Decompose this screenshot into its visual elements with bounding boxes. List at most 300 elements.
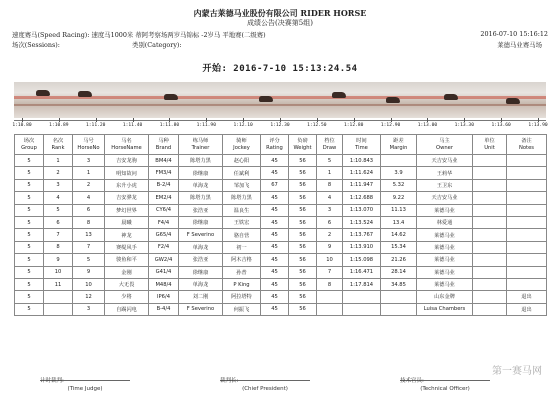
table-cell: [381, 291, 417, 303]
table-cell: [473, 179, 507, 191]
column-header-cn: 名次: [52, 138, 64, 144]
column-header-cn: 距差: [393, 138, 404, 144]
results-table: [14, 134, 547, 316]
table-cell: 天吉安马业: [417, 192, 473, 204]
table-cell: 莱德马业: [417, 229, 473, 241]
table-row: [15, 291, 547, 303]
table-cell: 28.14: [381, 266, 417, 278]
timeline-label: 1:10.89: [49, 123, 69, 128]
table-cell: 1:16.471: [343, 266, 381, 278]
table-cell: 45: [261, 155, 289, 167]
table-cell: 2: [317, 229, 343, 241]
timeline-label: 1:13.30: [454, 123, 474, 128]
table-cell: [473, 155, 507, 167]
table-cell: 5: [15, 254, 44, 266]
table-cell: 东升小虎: [105, 179, 149, 191]
table-cell: 5: [44, 204, 73, 216]
table-cell: [381, 303, 417, 315]
venue-name: 莱德马业赛马场: [497, 41, 542, 49]
column-header-en: Weight: [293, 144, 312, 151]
tech-officer-en: (Technical Officer): [420, 386, 470, 392]
table-cell: 大无畏: [105, 278, 149, 290]
table-cell: 王莉华: [417, 167, 473, 179]
table-cell: [317, 291, 343, 303]
table-cell: 45: [261, 266, 289, 278]
table-cell: 王卫东: [417, 179, 473, 191]
category-label: 类别(Category):: [132, 41, 182, 49]
table-cell: 骏鱼和平: [105, 254, 149, 266]
table-cell: 1:11.624: [343, 167, 381, 179]
table-cell: 7: [317, 266, 343, 278]
table-cell: 4: [73, 192, 105, 204]
table-cell: 56: [289, 167, 317, 179]
table-cell: [473, 278, 507, 290]
table-row: [15, 192, 547, 204]
table-cell: [473, 204, 507, 216]
table-cell: 8: [73, 216, 105, 228]
timeline-tick: [464, 118, 465, 122]
table-cell: IP6/4: [149, 291, 179, 303]
table-cell: 吉安龙驹: [105, 155, 149, 167]
table-cell: 6: [73, 204, 105, 216]
column-header: [149, 135, 179, 155]
start-time: 开始: 2016-7-10 15:13:24.54: [202, 64, 358, 74]
time-judge-en: (Time Judge): [67, 386, 103, 392]
table-cell: 1: [317, 167, 343, 179]
table-cell: 退出: [507, 291, 547, 303]
company-title: 内蒙古莱德马业股份有限公司 RIDER HORSE: [193, 8, 367, 18]
table-header-row: [15, 135, 547, 155]
table-cell: 56: [289, 241, 317, 253]
table-cell: [44, 303, 73, 315]
table-cell: [343, 291, 381, 303]
table-cell: 1: [73, 167, 105, 179]
table-cell: GW2/4: [149, 254, 179, 266]
timeline-label: 1:12.80: [344, 123, 364, 128]
table-cell: 15.34: [381, 241, 417, 253]
table-cell: 莱德马业: [417, 278, 473, 290]
table-cell: 退出: [507, 303, 547, 315]
table-body: [15, 155, 547, 316]
table-cell: 晨曦: [105, 216, 149, 228]
column-header: [289, 135, 317, 155]
sessions-label: 场次(Sessions):: [12, 41, 60, 49]
timeline-label: 1:12.50: [307, 123, 327, 128]
table-row: [15, 266, 547, 278]
timeline-tick: [206, 118, 207, 122]
table-cell: F2/4: [149, 241, 179, 253]
table-cell: 10: [73, 278, 105, 290]
table-cell: 张浩亚: [179, 204, 223, 216]
table-cell: [343, 303, 381, 315]
table-cell: 56: [289, 303, 317, 315]
timeline-label: 1:12.90: [380, 123, 401, 128]
timeline-tick: [59, 118, 60, 122]
table-cell: 3: [317, 204, 343, 216]
column-header-en: HorseNo: [77, 144, 100, 151]
table-cell: 45: [261, 167, 289, 179]
table-cell: F4/4: [149, 216, 179, 228]
table-cell: 1: [44, 155, 73, 167]
column-header: [223, 135, 261, 155]
table-cell: 刘二刚: [179, 291, 223, 303]
table-cell: 5: [15, 241, 44, 253]
column-header: [343, 135, 381, 155]
table-cell: 4: [317, 192, 343, 204]
table-cell: 神龙: [105, 229, 149, 241]
table-row: [15, 241, 547, 253]
table-cell: 7: [44, 229, 73, 241]
table-cell: 21.26: [381, 254, 417, 266]
report-datetime: 2016-07-10 15:16:12: [480, 30, 548, 38]
table-cell: 56: [289, 229, 317, 241]
table-cell: 5.32: [381, 179, 417, 191]
table-cell: 9: [44, 254, 73, 266]
table-cell: 6: [44, 216, 73, 228]
column-header-en: Rank: [51, 144, 65, 151]
table-cell: 8: [44, 241, 73, 253]
table-cell: 5: [317, 155, 343, 167]
table-cell: 赛缇风手: [105, 241, 149, 253]
table-cell: 56: [289, 179, 317, 191]
table-cell: 45: [261, 291, 289, 303]
table-cell: 45: [261, 192, 289, 204]
column-header-cn: 单位: [484, 138, 495, 144]
table-cell: 13: [73, 229, 105, 241]
table-cell: 5: [73, 254, 105, 266]
table-cell: 吉安骅龙: [105, 192, 149, 204]
table-cell: 56: [289, 204, 317, 216]
column-header: [381, 135, 417, 155]
timeline-label: 1:11.40: [122, 123, 143, 128]
table-cell: 5: [15, 167, 44, 179]
table-cell: 1:15.098: [343, 254, 381, 266]
table-cell: 5: [15, 179, 44, 191]
column-header-cn: 马号: [83, 138, 94, 144]
table-cell: 8: [317, 179, 343, 191]
column-header-cn: 骑师: [236, 138, 247, 144]
table-cell: G65/4: [149, 229, 179, 241]
table-cell: 67: [261, 179, 289, 191]
column-header-cn: 马名: [121, 138, 132, 144]
table-cell: 初一: [223, 241, 261, 253]
table-cell: P King: [223, 278, 261, 290]
timeline-label: 1:13.90: [528, 123, 548, 128]
table-row: [15, 303, 547, 315]
table-cell: 赵心阳: [223, 155, 261, 167]
timeline-tick: [243, 118, 244, 122]
chief-president-label: 裁判长:: [220, 378, 239, 384]
table-cell: 张浩亚: [179, 254, 223, 266]
timeline-label: 1:12.30: [270, 123, 290, 128]
timeline-tick: [169, 118, 170, 122]
table-cell: [507, 155, 547, 167]
table-cell: 邹加飞: [223, 179, 261, 191]
table-cell: 单海龙: [179, 241, 223, 253]
table-cell: 莱德马业: [417, 266, 473, 278]
timeline-label: 1:13.00: [417, 123, 438, 128]
table-cell: [473, 229, 507, 241]
table-cell: 3: [73, 155, 105, 167]
column-header-en: Owner: [436, 144, 453, 151]
table-cell: 9: [317, 241, 343, 253]
photo-finish-image: [14, 82, 546, 118]
table-cell: 徐继康: [179, 167, 223, 179]
table-row: [15, 216, 547, 228]
timeline-tick: [317, 118, 318, 122]
table-cell: 9: [73, 266, 105, 278]
table-cell: 56: [289, 254, 317, 266]
column-header: [417, 135, 473, 155]
table-cell: [507, 266, 547, 278]
timeline-label: 1:11.90: [196, 123, 216, 128]
table-cell: 1:13.524: [343, 216, 381, 228]
table-cell: 何振飞: [223, 303, 261, 315]
table-cell: G41/4: [149, 266, 179, 278]
table-cell: [317, 303, 343, 315]
table-cell: [507, 179, 547, 191]
table-cell: 56: [289, 291, 317, 303]
table-cell: 1:12.688: [343, 192, 381, 204]
column-header-en: Jockey: [233, 144, 250, 151]
table-cell: Luisa Chambers: [417, 303, 473, 315]
table-cell: 11: [44, 278, 73, 290]
table-cell: [507, 254, 547, 266]
table-cell: 45: [261, 278, 289, 290]
column-header-en: Group: [21, 144, 37, 151]
table-cell: 单海龙: [179, 179, 223, 191]
table-cell: 任斌利: [223, 167, 261, 179]
table-row: [15, 167, 547, 179]
chief-president-en: (Chief President): [242, 386, 288, 392]
column-header-cn: 档位: [324, 138, 335, 144]
column-header-cn: 评分: [269, 138, 280, 144]
timeline-tick: [538, 118, 539, 122]
table-cell: 骆自营: [223, 229, 261, 241]
table-cell: 5: [15, 155, 44, 167]
table-cell: 45: [261, 216, 289, 228]
table-cell: 5: [15, 192, 44, 204]
column-header-cn: 场次: [23, 138, 35, 144]
column-header-cn: 备注: [521, 138, 532, 144]
table-cell: F Severino: [179, 229, 223, 241]
table-cell: 王铁宏: [223, 216, 261, 228]
timeline-label: 1:13.60: [491, 123, 511, 128]
column-header: [473, 135, 507, 155]
timeline-label: 1:11.80: [159, 123, 180, 128]
column-header-en: Notes: [519, 144, 534, 151]
table-cell: 陈塔力黑: [179, 155, 223, 167]
table-cell: 45: [261, 204, 289, 216]
table-cell: [507, 241, 547, 253]
table-cell: 3: [44, 179, 73, 191]
column-header-cn: 马种: [158, 138, 169, 144]
table-cell: [507, 204, 547, 216]
table-cell: 莱德马业: [417, 241, 473, 253]
timeline-tick: [501, 118, 502, 122]
table-cell: 10: [317, 254, 343, 266]
table-cell: [507, 229, 547, 241]
table-cell: 5: [15, 291, 44, 303]
table-cell: 单海龙: [179, 278, 223, 290]
table-cell: M48/4: [149, 278, 179, 290]
table-cell: 13.4: [381, 216, 417, 228]
table-cell: 56: [289, 192, 317, 204]
table-cell: 5: [15, 278, 44, 290]
column-header-en: Time: [355, 144, 368, 151]
table-cell: 莱德马业: [417, 204, 473, 216]
column-header-en: Unit: [484, 144, 495, 151]
table-cell: [507, 192, 547, 204]
table-cell: 天吉安马业: [417, 155, 473, 167]
photo-finish-timeline: [14, 120, 546, 131]
table-cell: [507, 216, 547, 228]
column-header-cn: 时间: [356, 138, 367, 144]
timeline-tick: [427, 118, 428, 122]
table-cell: 14.62: [381, 229, 417, 241]
table-cell: 45: [261, 303, 289, 315]
table-cell: 5: [15, 216, 44, 228]
table-cell: 34.85: [381, 278, 417, 290]
column-header: [44, 135, 73, 155]
table-cell: FM3/4: [149, 167, 179, 179]
table-cell: 7: [73, 241, 105, 253]
table-cell: 明知故问: [105, 167, 149, 179]
table-cell: F Severino: [179, 303, 223, 315]
table-cell: [507, 278, 547, 290]
table-cell: 徐继康: [179, 216, 223, 228]
table-cell: 孙普: [223, 266, 261, 278]
timeline-tick: [354, 118, 355, 122]
column-header: [261, 135, 289, 155]
table-cell: [381, 155, 417, 167]
tech-officer-label: 技术官员:: [400, 378, 424, 384]
table-cell: 徐继康: [179, 266, 223, 278]
column-header: [105, 135, 149, 155]
timeline-tick: [133, 118, 134, 122]
table-cell: 3.9: [381, 167, 417, 179]
table-cell: 12: [73, 291, 105, 303]
table-cell: [473, 266, 507, 278]
table-cell: B-2/4: [149, 179, 179, 191]
table-cell: 1:17.814: [343, 278, 381, 290]
table-cell: 11.13: [381, 204, 417, 216]
table-cell: 56: [289, 216, 317, 228]
table-cell: 45: [261, 241, 289, 253]
column-header-en: Rating: [266, 144, 283, 151]
table-cell: [44, 291, 73, 303]
table-cell: CY6/4: [149, 204, 179, 216]
timeline-tick: [22, 118, 23, 122]
table-cell: [473, 291, 507, 303]
table-row: [15, 229, 547, 241]
table-cell: 1:13.910: [343, 241, 381, 253]
table-cell: 林爱通: [417, 216, 473, 228]
table-cell: [473, 254, 507, 266]
table-cell: 45: [261, 254, 289, 266]
time-judge-label: 计时裁判:: [40, 378, 64, 384]
table-cell: 5: [15, 229, 44, 241]
table-cell: 1:13.070: [343, 204, 381, 216]
column-header-cn: 马主: [439, 138, 450, 144]
table-cell: 8: [317, 278, 343, 290]
table-cell: 56: [289, 155, 317, 167]
table-cell: [473, 192, 507, 204]
timeline-tick: [391, 118, 392, 122]
table-cell: 1:13.767: [343, 229, 381, 241]
table-row: [15, 155, 547, 167]
column-header-en: Margin: [389, 144, 408, 151]
timeline-label: 1:11.20: [86, 123, 106, 128]
table-cell: 金刚: [105, 266, 149, 278]
table-cell: [507, 167, 547, 179]
table-cell: 陈塔力黑: [223, 192, 261, 204]
table-cell: 4: [44, 192, 73, 204]
table-cell: 陈塔力黑: [179, 192, 223, 204]
column-header-en: Trainer: [191, 144, 210, 151]
table-row: [15, 179, 547, 191]
table-cell: 2: [73, 179, 105, 191]
column-header: [317, 135, 343, 155]
table-cell: 56: [289, 278, 317, 290]
table-cell: 1:10.843: [343, 155, 381, 167]
table-cell: [473, 167, 507, 179]
table-cell: 阿木吉格: [223, 254, 261, 266]
table-cell: BM4/4: [149, 155, 179, 167]
table-row: [15, 204, 547, 216]
table-cell: 45: [261, 229, 289, 241]
table-cell: [473, 216, 507, 228]
column-header-en: Brand: [155, 144, 172, 151]
watermark: 第一赛马网: [492, 366, 542, 377]
table-cell: 温良生: [223, 204, 261, 216]
table-cell: [473, 303, 507, 315]
table-cell: 5: [15, 303, 44, 315]
column-header-cn: 负磅: [297, 138, 308, 144]
timeline-label: 1:12.10: [233, 123, 253, 128]
table-cell: 56: [289, 266, 317, 278]
table-cell: 6: [317, 216, 343, 228]
table-cell: 1:11.947: [343, 179, 381, 191]
race-description: 速度赛马(Speed Racing): 速度马1000米 蒂阿考察场两岁马锦标 -2岁马 平地赛(二级赛): [12, 31, 266, 39]
column-header-en: Draw: [322, 144, 337, 151]
table-row: [15, 254, 547, 266]
column-header-cn: 练马师: [192, 138, 209, 144]
column-header: [73, 135, 105, 155]
table-cell: 阿拉塔特: [223, 291, 261, 303]
table-row: [15, 278, 547, 290]
table-cell: 5: [15, 204, 44, 216]
table-cell: EM2/4: [149, 192, 179, 204]
table-cell: 自踢闪电: [105, 303, 149, 315]
report-subtitle: 成绩公告(决赛第5组): [247, 19, 313, 27]
column-header: [15, 135, 44, 155]
table-cell: 9.22: [381, 192, 417, 204]
timeline-label: 1:10.80: [12, 123, 32, 128]
column-header-en: HorseName: [111, 144, 142, 151]
table-cell: B-4/4: [149, 303, 179, 315]
table-cell: 梦幻世界: [105, 204, 149, 216]
table-cell: 2: [44, 167, 73, 179]
table-cell: 少将: [105, 291, 149, 303]
column-header: [179, 135, 223, 155]
table-cell: 10: [44, 266, 73, 278]
column-header: [507, 135, 547, 155]
table-cell: 5: [15, 266, 44, 278]
table-cell: 3: [73, 303, 105, 315]
table-cell: 莱德马业: [417, 254, 473, 266]
timeline-tick: [96, 118, 97, 122]
